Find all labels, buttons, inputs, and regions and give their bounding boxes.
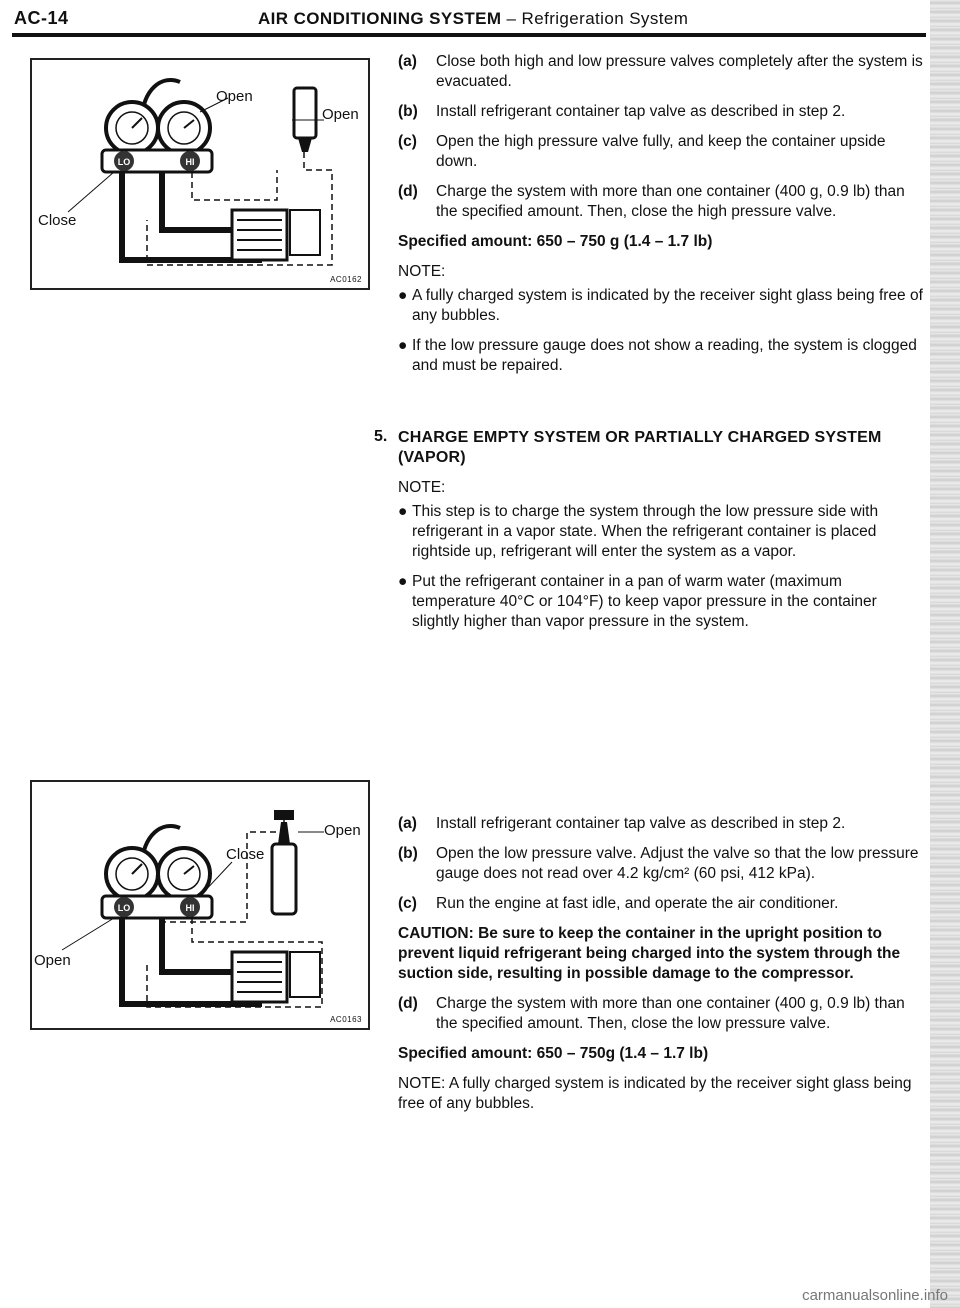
fig1-label-close: Close (38, 212, 77, 229)
compressor-icon (232, 952, 287, 1002)
gauge-hi-label: HI (185, 157, 195, 167)
fig2-label-open-left: Open (34, 952, 71, 969)
fig1-code: AC0162 (330, 275, 362, 284)
scan-edge-shadow (930, 0, 960, 1308)
procedure-part-2 (398, 814, 926, 1124)
note-label-1: NOTE: (398, 263, 446, 280)
fig1-label-open-center: Open (216, 88, 253, 105)
note-1-bullet-2: ● If the low pressure gauge does not show a reading, the system is clogged and must be repaired. (398, 337, 917, 374)
site-watermark: carmanualsonline.info (802, 1287, 948, 1304)
step-2d: (d) Charge the system with more than one container (400 g, 0.9 lb) than the specified amount. Then, close the low pressure valve. (398, 995, 905, 1032)
step-2b: (b) Open the low pressure valve. Adjust the valve so that the low pressure gauge does not read over 4.2 kg/cm² (60 psi, 412 kPa). (398, 845, 919, 882)
page-title-main: AIR CONDITIONING SYSTEM (258, 9, 502, 28)
section-number: 5. (374, 428, 388, 445)
fig2-label-open-right: Open (324, 822, 361, 839)
tap-valve-icon (274, 810, 294, 820)
figure-gauge-setup-2 (30, 780, 370, 1030)
note-5-bullet-1: ● This step is to charge the system through the low pressure side with refrigerant in a vapor state. When the refrigerant container is placed rightside up, refrigerant will enter the system as a vapor. (398, 503, 879, 560)
gauge-lo-label: LO (117, 903, 131, 913)
charge-hose (162, 172, 232, 230)
gauge-hi-label: HI (185, 903, 195, 913)
step-1b: (b) Install refrigerant container tap valve as described in step 2. (398, 103, 846, 120)
note-label-5: NOTE: (398, 479, 446, 496)
gauge-lo-label: LO (117, 157, 131, 167)
specified-amount-1: Specified amount: 650 – 750 g (1.4 – 1.7 lb) (398, 233, 713, 250)
fig2-label-close: Close (226, 846, 265, 863)
refrigerant-can-icon (272, 844, 296, 914)
specified-amount-2: Specified amount: 650 – 750g (1.4 – 1.7 lb) (398, 1045, 709, 1062)
step-1c: (c) Open the high pressure valve fully, and keep the container upside down. (398, 133, 886, 170)
procedure-part-1 (398, 52, 926, 386)
step-1a: (a) Close both high and low pressure valves completely after the system is evacuated. (398, 53, 923, 90)
fig2-code: AC0163 (330, 1015, 362, 1024)
note-1-bullet-1: ● A fully charged system is indicated by the receiver sight glass being free of any bubbles. (398, 287, 923, 324)
header-rule (12, 33, 926, 37)
refrigerant-can-icon (294, 88, 316, 138)
page-title (258, 9, 688, 29)
step-2c: (c) Run the engine at fast idle, and operate the air conditioner. (398, 895, 839, 912)
caution: CAUTION: Be sure to keep the container in the upright position to prevent liquid refrigerant being charged into the system through the suction side, resulting in possible damage to the compressor. (398, 925, 901, 982)
charge-hose (162, 918, 232, 972)
step-2a: (a) Install refrigerant container tap valve as described in step 2. (398, 815, 846, 832)
page-title-sub: – Refrigeration System (501, 9, 689, 28)
figure-gauge-setup-1 (30, 58, 370, 290)
section-title: CHARGE EMPTY SYSTEM OR PARTIALLY CHARGED SYSTEM (VAPOR) (398, 429, 882, 466)
note-5-bullet-2: ● Put the refrigerant container in a pan of warm water (maximum temperature 40°C or 104°F) to keep vapor pressure in the container slightly higher than vapor pressure in the system. (398, 573, 877, 630)
section-5 (374, 428, 926, 642)
fig1-label-open-right: Open (322, 106, 359, 123)
page-header (0, 0, 960, 42)
compressor-icon (232, 210, 287, 260)
step-1d: (d) Charge the system with more than one container (400 g, 0.9 lb) than the specified amount. Then, close the high pressure valve. (398, 183, 905, 220)
page-number: AC-14 (14, 8, 69, 28)
manifold-gauge-diagram-1 (32, 60, 368, 288)
manifold-gauge-diagram-2 (32, 782, 368, 1028)
final-note: NOTE: A fully charged system is indicated by the receiver sight glass being free of any bubbles. (398, 1075, 912, 1112)
